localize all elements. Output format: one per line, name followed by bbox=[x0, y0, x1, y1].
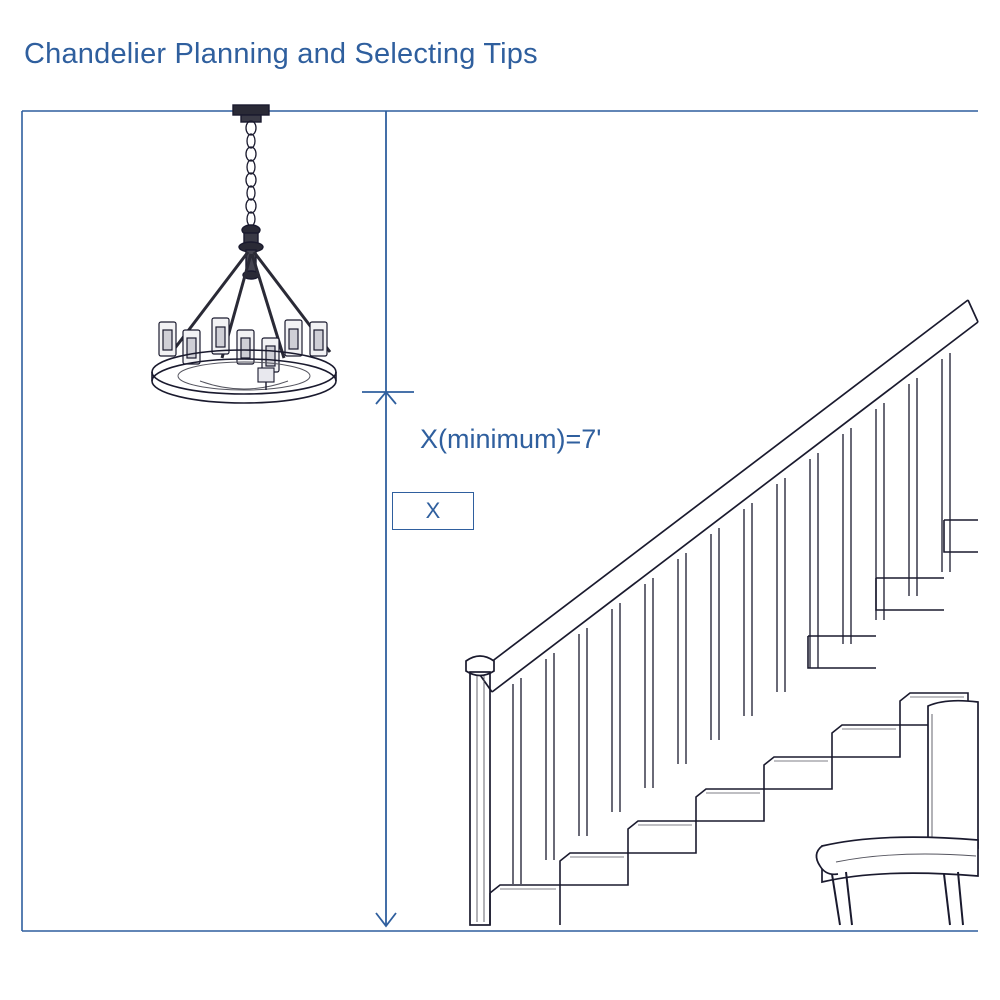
chandelier-hub bbox=[239, 225, 263, 279]
page-title: Chandelier Planning and Selecting Tips bbox=[24, 38, 538, 70]
chandelier bbox=[152, 105, 336, 403]
chair bbox=[816, 701, 978, 925]
candle bbox=[262, 338, 279, 372]
chandelier-center-drop bbox=[258, 368, 274, 390]
candle bbox=[212, 318, 229, 354]
handrail bbox=[478, 300, 978, 692]
chandelier-chain bbox=[246, 121, 256, 226]
candle bbox=[183, 330, 200, 364]
dimension-variable-box bbox=[392, 492, 474, 530]
newel-post bbox=[466, 656, 494, 925]
ceiling-canopy bbox=[233, 105, 269, 122]
room-frame bbox=[22, 111, 978, 931]
candle bbox=[159, 322, 176, 356]
staircase bbox=[466, 300, 978, 925]
dimension-variable-text: X bbox=[425, 498, 441, 523]
dimension-label: X(minimum)=7' bbox=[420, 424, 602, 454]
candle bbox=[310, 322, 327, 356]
candle bbox=[285, 320, 302, 356]
